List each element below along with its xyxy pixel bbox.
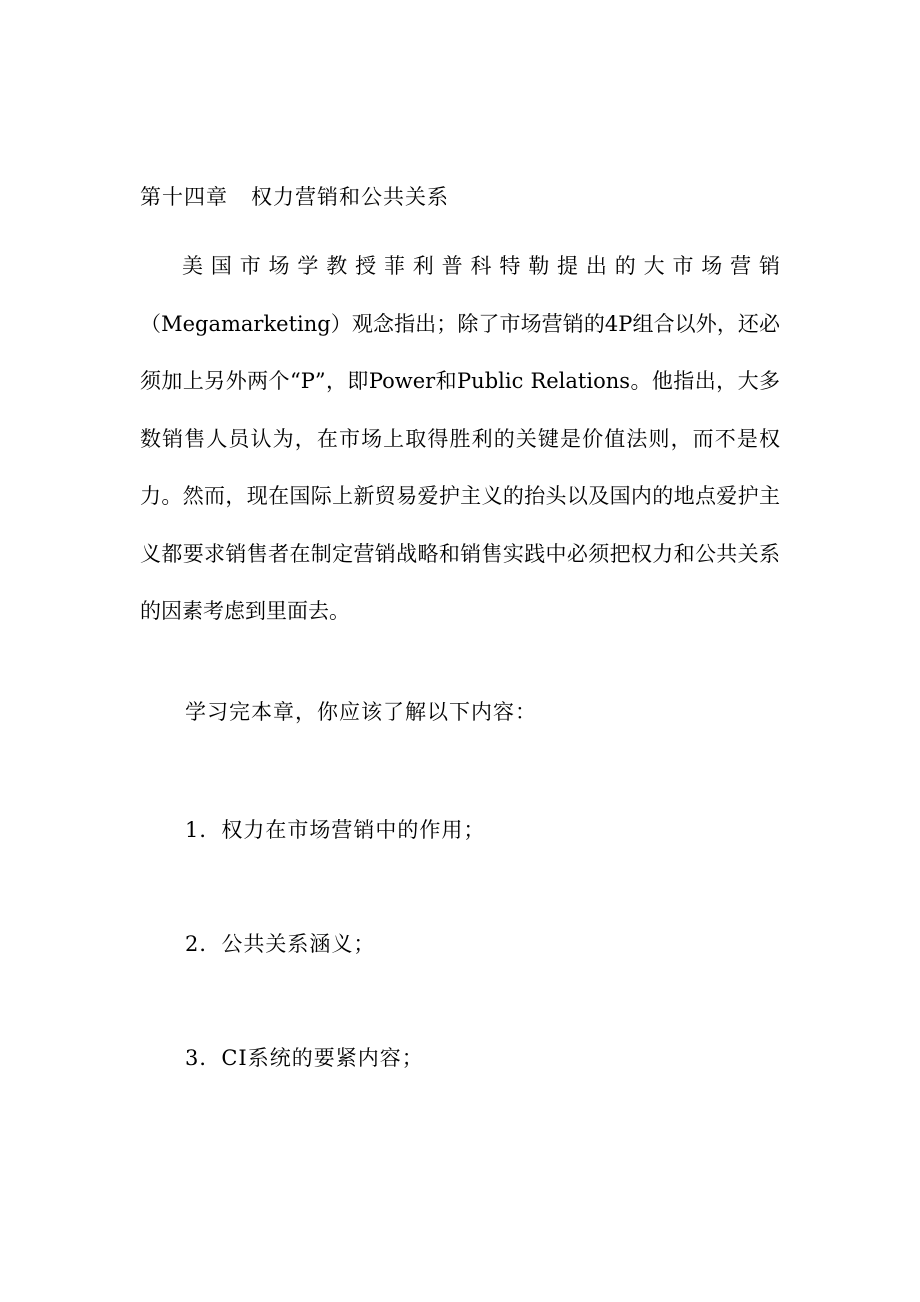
chapter-title: 第十四章 权力营销和公共关系: [140, 185, 450, 209]
objective-item: 3．CI系统的要紧内容；: [185, 1046, 424, 1070]
learning-lead: 学习完本章，你应该了解以下内容：: [185, 700, 537, 724]
intro-paragraph: 美国市场学教授菲利普科特勒提出的大市场营销（Megamarketing）观念指出；除了市场营销的4P组合以外，还必须加上另外两个“P”，即Power和Public Relations。他指出，大多数销售人员认为，在市场上取得胜利的关键是价值法则，而不是权力。然而，现在国际上新贸易爱护主义的抬头以及国内的地点爱护主义都要求销售者在制定营销战略和销售实践中必须把权力和公共关系的因素考虑到里面去。: [140, 254, 780, 623]
objective-item: 1．权力在市场营销中的作用；: [185, 818, 486, 842]
objective-item: 2．公共关系涵义；: [185, 932, 376, 956]
